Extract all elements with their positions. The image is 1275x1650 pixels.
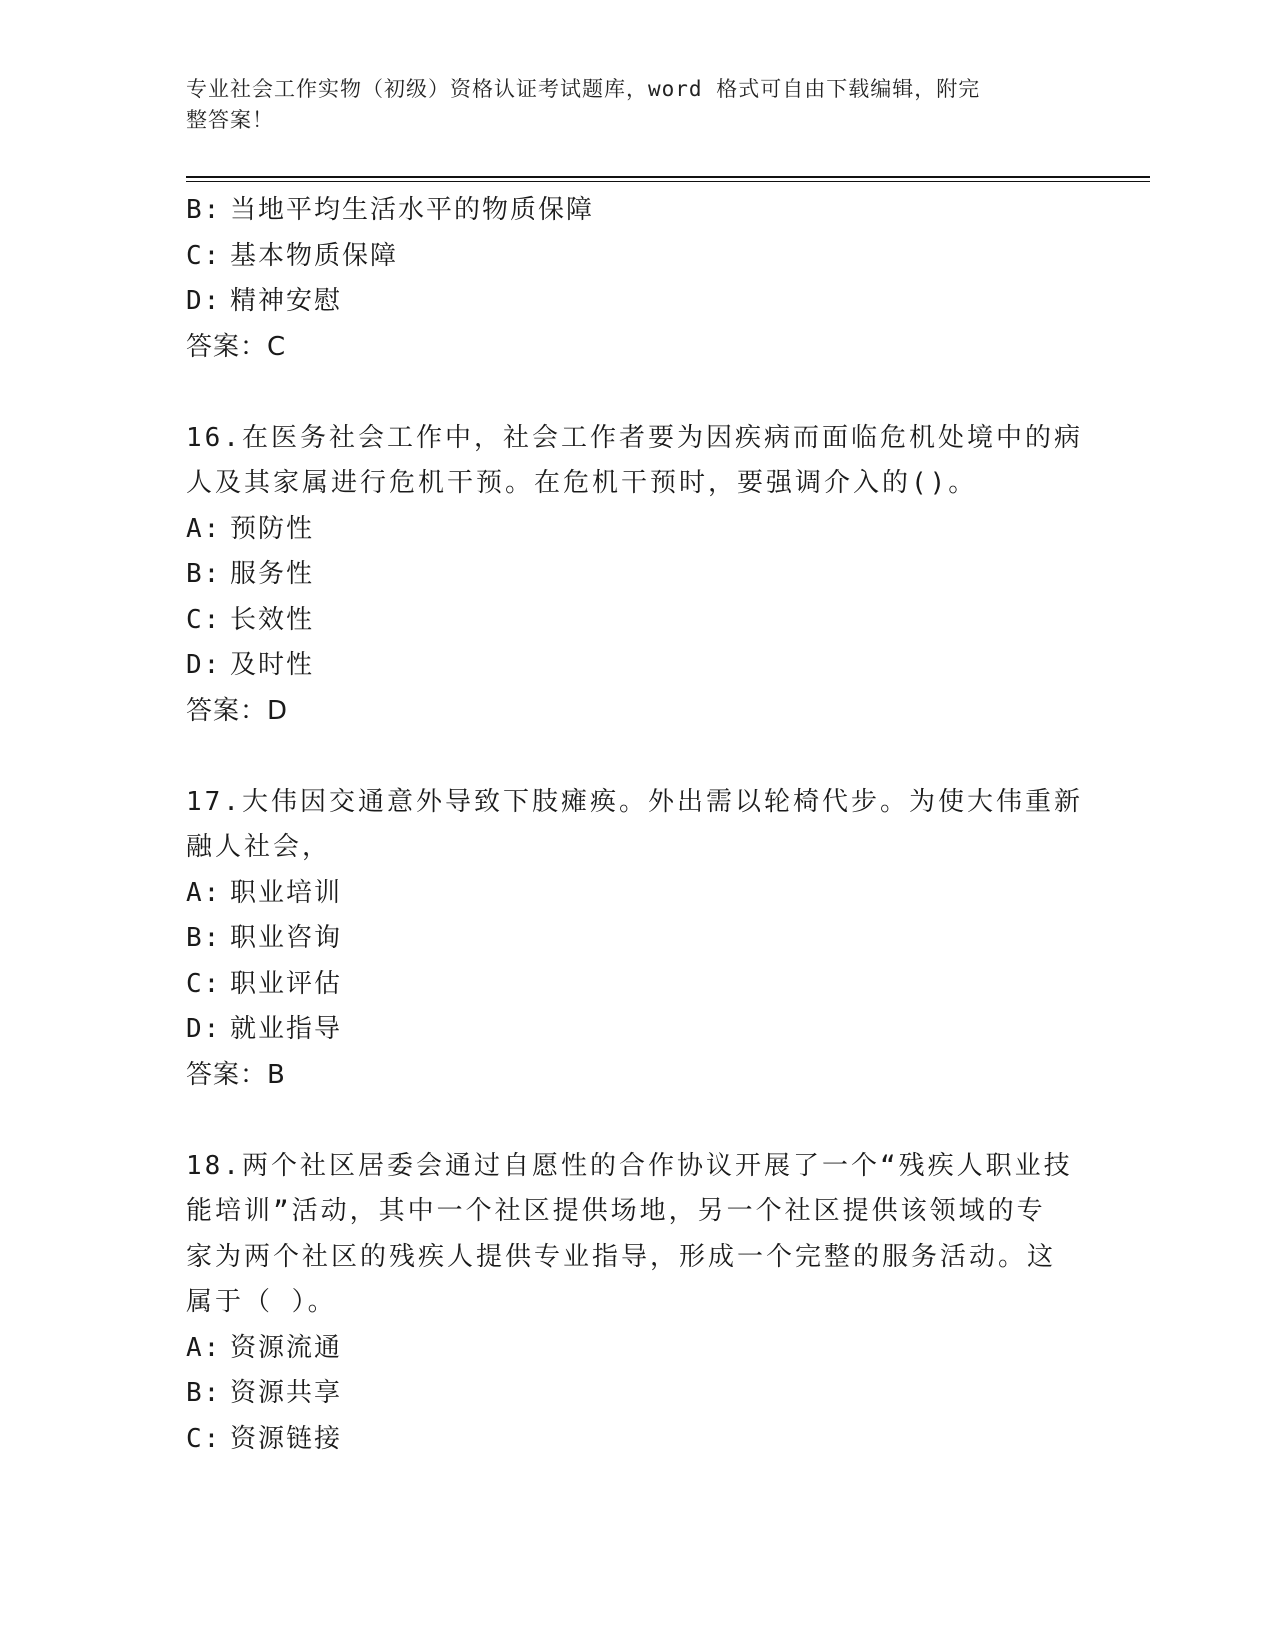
option-key: D: [186,650,222,680]
page-header [186,74,1066,136]
option-text: 基本物质保障 [230,240,399,271]
option-text: 预防性 [230,513,315,544]
option-a [186,507,1086,553]
option-c [186,598,1086,644]
option-b [186,188,1086,234]
question-stem-line: 18.两个社区居委会通过自愿性的合作协议开展了一个“残疾人职业技 [186,1150,1073,1181]
option-text: 资源链接 [230,1423,343,1454]
option-text: 就业指导 [230,1014,343,1044]
header-line-2: 整答案！ [186,108,274,132]
option-text: 长效性 [230,604,315,635]
option-key: D: [186,286,222,316]
option-b [186,916,1086,962]
header-rule-thin [186,181,1150,182]
option-key: B: [186,1378,222,1408]
option-a [186,1326,1086,1372]
header-rule-thick [186,176,1150,178]
option-text: 职业咨询 [230,923,343,953]
option-key: C: [186,240,222,271]
option-key: A: [186,1332,222,1363]
spacer [186,1098,1086,1144]
question-15-continued [186,188,1086,370]
spacer [186,734,1086,780]
option-a [186,871,1086,917]
question-stem-line: 能培训”活动，其中一个社区提供场地，另一个社区提供该领域的专 [186,1196,1046,1226]
header-line-1: 专业社会工作实物（初级）资格认证考试题库，word 格式可自由下载编辑，附完 [186,77,981,101]
option-d [186,279,1086,325]
question-stem-line: 16.在医务社会工作中，社会工作者要为因疾病而面临危机处境中的病 [186,422,1083,453]
option-key: C: [186,604,222,635]
option-key: B: [186,559,222,589]
option-text: 资源流通 [230,1332,343,1363]
option-text: 职业培训 [230,877,343,908]
option-b [186,552,1086,598]
question-stem-line: 17.大伟因交通意外导致下肢瘫痪。外出需以轮椅代步。为使大伟重新 [186,786,1083,817]
option-c [186,1417,1086,1463]
option-key: A: [186,877,222,908]
option-text: 资源共享 [230,1378,343,1408]
question-16 [186,416,1086,735]
option-key: B: [186,923,222,953]
option-key: C: [186,968,222,999]
option-text: 职业评估 [230,968,343,999]
option-text: 服务性 [230,559,315,589]
question-stem-line: 家为两个社区的残疾人提供专业指导，形成一个完整的服务活动。这 [186,1241,1057,1272]
option-c [186,962,1086,1008]
spacer [186,370,1086,416]
question-stem-line: 人及其家属进行危机干预。在危机干预时，要强调介入的()。 [186,468,978,498]
answer-line: 答案：D [186,695,289,726]
option-d [186,643,1086,689]
question-content [186,188,1086,1462]
option-text: 精神安慰 [230,286,343,316]
option-text: 当地平均生活水平的物质保障 [230,195,595,225]
option-c [186,234,1086,280]
question-18 [186,1144,1086,1463]
option-b [186,1371,1086,1417]
question-17 [186,780,1086,1099]
option-key: D: [186,1014,222,1044]
option-d [186,1007,1086,1053]
option-key: A: [186,513,222,544]
answer-line: 答案：B [186,1059,286,1090]
answer-line: 答案：C [186,331,287,362]
option-text: 及时性 [230,650,315,680]
option-key: B: [186,195,222,225]
option-key: C: [186,1423,222,1454]
question-stem-line: 属于（ ）。 [186,1287,337,1317]
question-stem-line: 融人社会， [186,832,332,862]
